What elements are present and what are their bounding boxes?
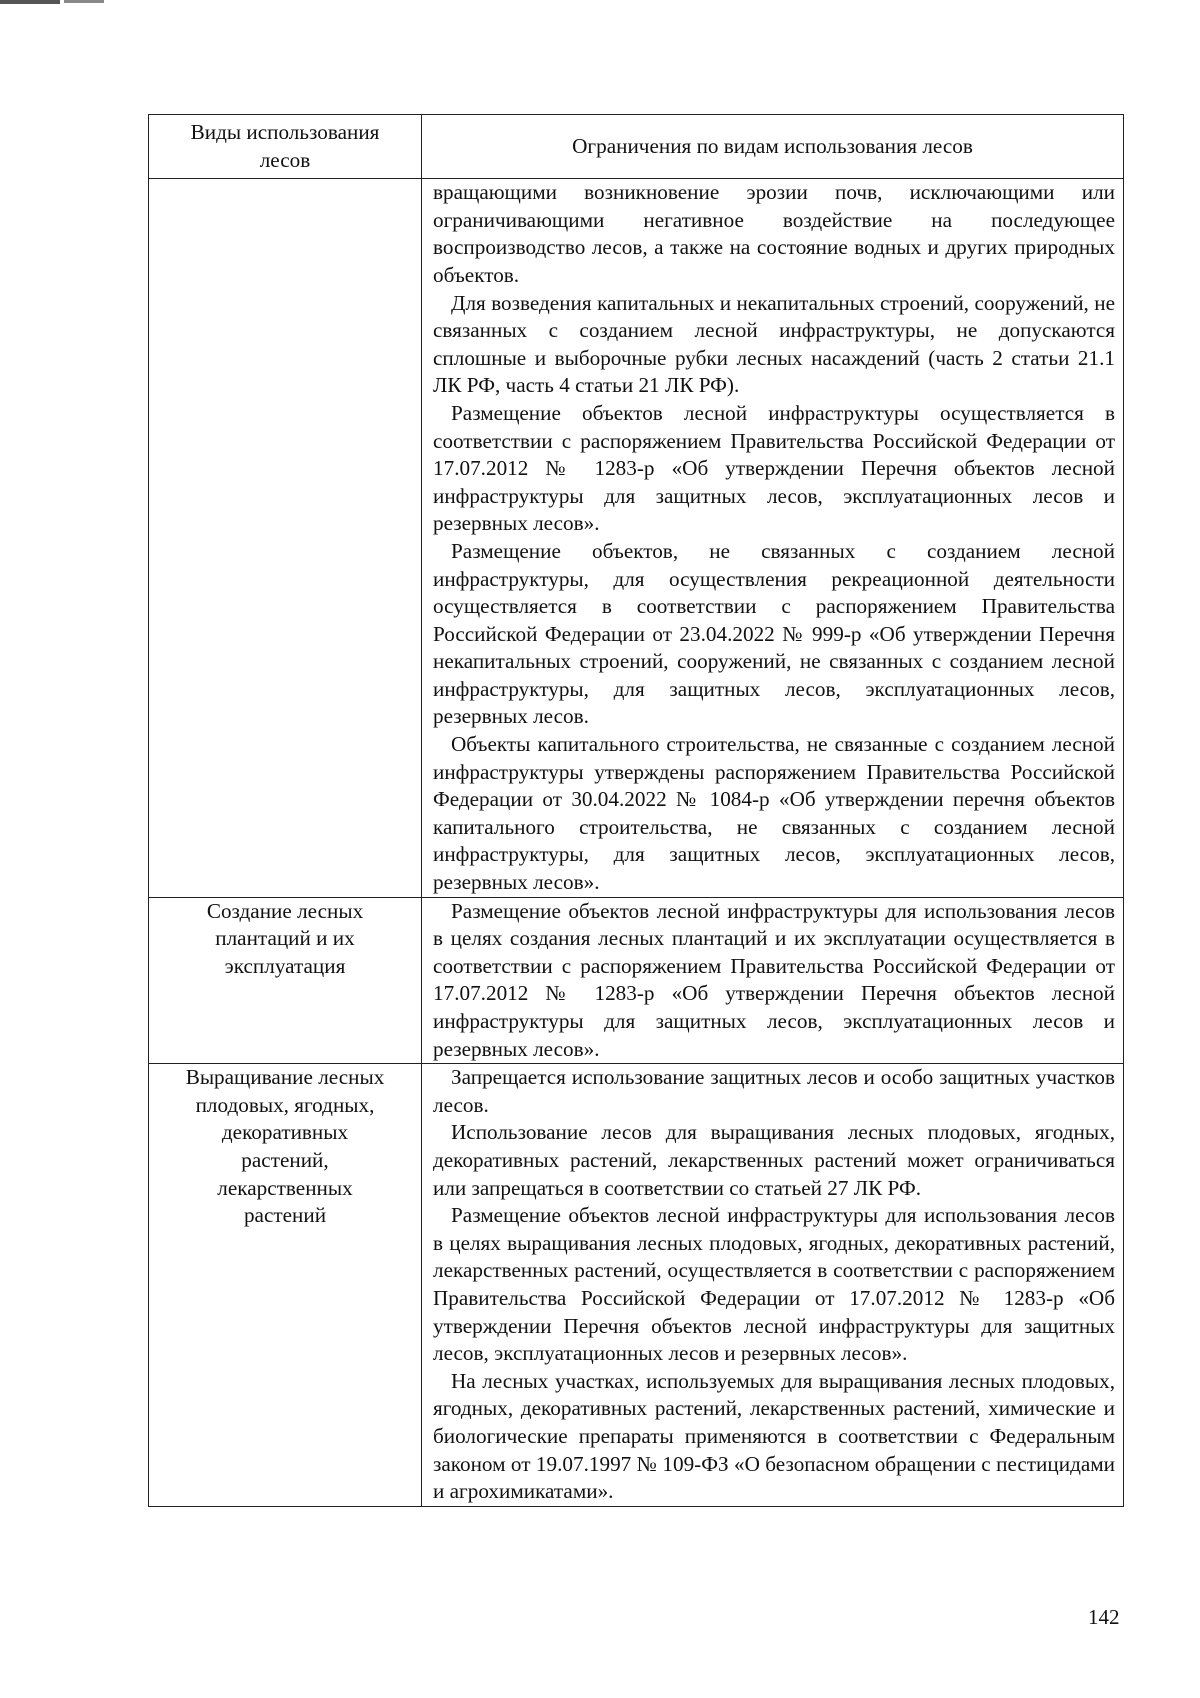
scan-artifact-mark: [64, 0, 104, 3]
use-type-line: Выращивание лесных: [185, 1065, 385, 1090]
use-type-line: растений: [243, 1203, 327, 1228]
restriction-paragraph: Размещение объектов лесной инфраструктуры для использования лесов в целях выращивания лесных плодовых, ягодных, декоративных растений, лекарственных растений, осуществляется в соответствии с распоряжением Правительства Российской Федерации от 17.07.2012 № 1283-р «Об утверждении Перечня объектов лесной инфраструктуры для защитных лесов, эксплуатационных лесов и резервных лесов».: [433, 1203, 1115, 1366]
use-type-line: растений,: [241, 1147, 329, 1172]
page-number: 142: [1088, 1605, 1120, 1629]
restriction-paragraph: Размещение объектов лесной инфраструктуры для использования лесов в целях создания лесных плантаций и их эксплуатации осуществляется в соответствии с распоряжением Правительства Российской Федерации от 17.07.2012 № 1283-р «Об утверждении Перечня объектов лесной инфраструктуры для защитных лесов, эксплуатационных лесов и резервных лесов».: [433, 898, 1115, 1061]
scan-artifact-mark: [0, 0, 60, 4]
use-type-cell-empty: [149, 179, 422, 897]
restriction-paragraph: Размещение объектов лесной инфраструктуры осуществляется в соответствии с распоряжением Правительства Российской Федерации от 17.07.2012 № 1283-р «Об утверждении Перечня объектов лесной инфраструктуры для защитных лесов, эксплуатационных лесов и резервных лесов».: [433, 400, 1115, 536]
use-type-line: лекарственных: [217, 1175, 353, 1200]
restriction-paragraph: Запрещается использование защитных лесов и особо защитных участков лесов.: [433, 1065, 1115, 1117]
table-row: [149, 1064, 1124, 1507]
restriction-paragraph: Объекты капитального строительства, не связанные с созданием лесной инфраструктуры утверждены распоряжением Правительства Российской Федерации от 30.04.2022 № 1084-р «Об утверждении перечня объектов капитального строительства, не связанных с созданием лесной инфраструктуры, для защитных лесов, эксплуатационных лесов, резервных лесов».: [433, 732, 1115, 895]
table-header-row: [149, 115, 1124, 179]
use-type-line: плантаций и их: [215, 926, 355, 951]
header-col1-line: лесов: [259, 147, 311, 172]
restriction-paragraph: Использование лесов для выращивания лесных плодовых, ягодных, декоративных растений, лекарственных растений может ограничиваться или запрещаться в соответствии со статьей 27 ЛК РФ.: [433, 1120, 1115, 1200]
restriction-paragraph: вращающими возникновение эрозии почв, исключающими или ограничивающими негативное воздействие на последующее воспроизводство лесов, а также на состояние водных и других природных объектов.: [433, 180, 1115, 287]
restriction-paragraph: Размещение объектов, не связанных с созданием лесной инфраструктуры, для осуществления рекреационной деятельности осуществляется в соответствии с распоряжением Правительства Российской Федерации от 23.04.2022 № 999-р «Об утверждении Перечня некапитальных строений, сооружений, не связанных с созданием лесной инфраструктуры, для защитных лесов, эксплуатационных лесов, резервных лесов.: [433, 538, 1115, 729]
use-type-line: плодовых, ягодных,: [195, 1092, 375, 1117]
restriction-paragraph: На лесных участках, используемых для выращивания лесных плодовых, ягодных, декоративных растений, лекарственных растений, химические и биологические препараты применяются в соответствии с Федеральным законом от 19.07.1997 № 109-ФЗ «О безопасном обращении с пестицидами и агрохимикатами».: [433, 1368, 1115, 1504]
use-type-cell: [149, 1064, 422, 1507]
header-restrictions: Ограничения по видам использования лесов: [422, 115, 1124, 179]
use-type-line: декоративных: [221, 1120, 349, 1145]
use-type-line: Создание лесных: [206, 898, 364, 923]
header-forest-use-types: [149, 115, 422, 179]
use-type-cell: [149, 897, 422, 1064]
table-row: [149, 897, 1124, 1064]
forest-use-restrictions-table: [148, 114, 1124, 1507]
table-row: [149, 179, 1124, 897]
restrictions-cell: [422, 179, 1124, 897]
header-col1-line: Виды использования: [190, 120, 380, 144]
restrictions-cell: [422, 1064, 1124, 1507]
use-type-line: эксплуатация: [224, 953, 346, 978]
restrictions-cell: [422, 897, 1124, 1064]
restriction-paragraph: Для возведения капитальных и некапитальных строений, сооружений, не связанных с созданием лесной инфраструктуры, не допускаются сплошные и выборочные рубки лесных насаждений (часть 2 статьи 21.1 ЛК РФ, часть 4 статьи 21 ЛК РФ).: [433, 290, 1115, 398]
